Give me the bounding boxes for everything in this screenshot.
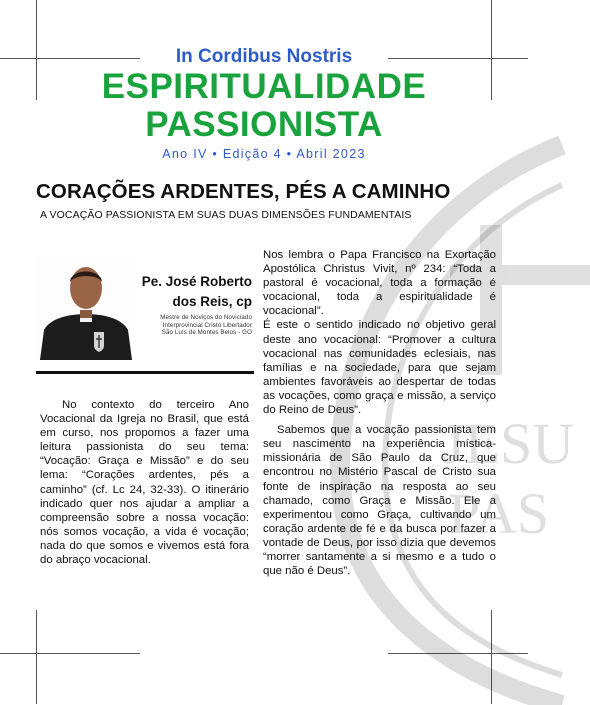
author-name: Pe. José Roberto dos Reis, cp	[141, 274, 252, 309]
publication-title-line1: ESPIRITUALIDADE	[101, 67, 427, 106]
body-paragraph: É este o sentido indicado no objetivo geral deste ano vocacional: “Promover a cultura vocacional nas comunidades eclesiais, nas famílias e na sociedade, para que sejam ambientes favoráveis ao despertar de todas as vocações, como graça e missão, a serviço do Reino de Deus”.	[263, 319, 496, 417]
crop-mark-left-bottom	[36, 610, 37, 704]
publication-brand: In Cordibus Nostris	[175, 46, 353, 67]
crop-mark-bottom-right	[388, 653, 528, 654]
publication-title-line2: PASSIONISTA	[145, 105, 383, 144]
author-divider	[36, 371, 254, 374]
article-kicker: A VOCAÇÃO PASSIONISTA EM SUAS DUAS DIMENSÕES FUNDAMENTAIS	[40, 209, 412, 221]
crop-mark-bottom-left	[0, 653, 140, 654]
author-photo	[36, 256, 136, 360]
svg-text:JESU: JESU	[442, 411, 575, 476]
author-role: Mestre de Noviços do Noviciado Interprovincial Cristo Libertador São Luís de Montes Belos - GO	[160, 314, 252, 337]
svg-text:PAS: PAS	[448, 481, 550, 546]
body-paragraph: Sabemos que a vocação passionista tem seu nascimento na experiência mística-missionária de São Paulo da Cruz, que encontrou no Mistério Pascal de Cristo sua fonte de inspiração na resposta ao seu chamado, como Graça e Missão. Ele a experimentou como Graça, cultivando um coração ardente de fé e da busca por fazer a vontade de Deus, por isso dizia que devemos “morrer santamente a si mesmo e a tudo o que não é Deus”.	[263, 424, 496, 578]
body-paragraph: Nos lembra o Papa Francisco na Exortação Apostólica Christus Vivit, nº 234: “Toda a pastoral é vocacional, toda a formação é vocacional, toda a espiritualidade é vocacional”.	[263, 249, 496, 318]
body-paragraph: No contexto do terceiro Ano Vocacional da Igreja no Brasil, que está em curso, nos propomos a fazer uma leitura passionista do seu tema: “Vocação: Graça e Missão” e do seu lema: “Corações ardentes, pés a caminho” (cf. Lc 24, 32-33). O itinerário indicado quer nos ajudar a ampliar a compreensão sobre a nossa vocação: nós somos vocação, a vida é vocação; nada do que somos e vivemos está fora do abraço vocacional.	[40, 399, 249, 567]
edition-info: Ano IV • Edição 4 • Abril 2023	[162, 147, 366, 161]
crop-mark-right-bottom	[491, 610, 492, 704]
body-left-column	[40, 398, 249, 567]
article-headline: CORAÇÕES ARDENTES, PÉS A CAMINHO	[36, 180, 451, 203]
body-right-column	[263, 248, 496, 578]
masthead	[0, 46, 528, 144]
